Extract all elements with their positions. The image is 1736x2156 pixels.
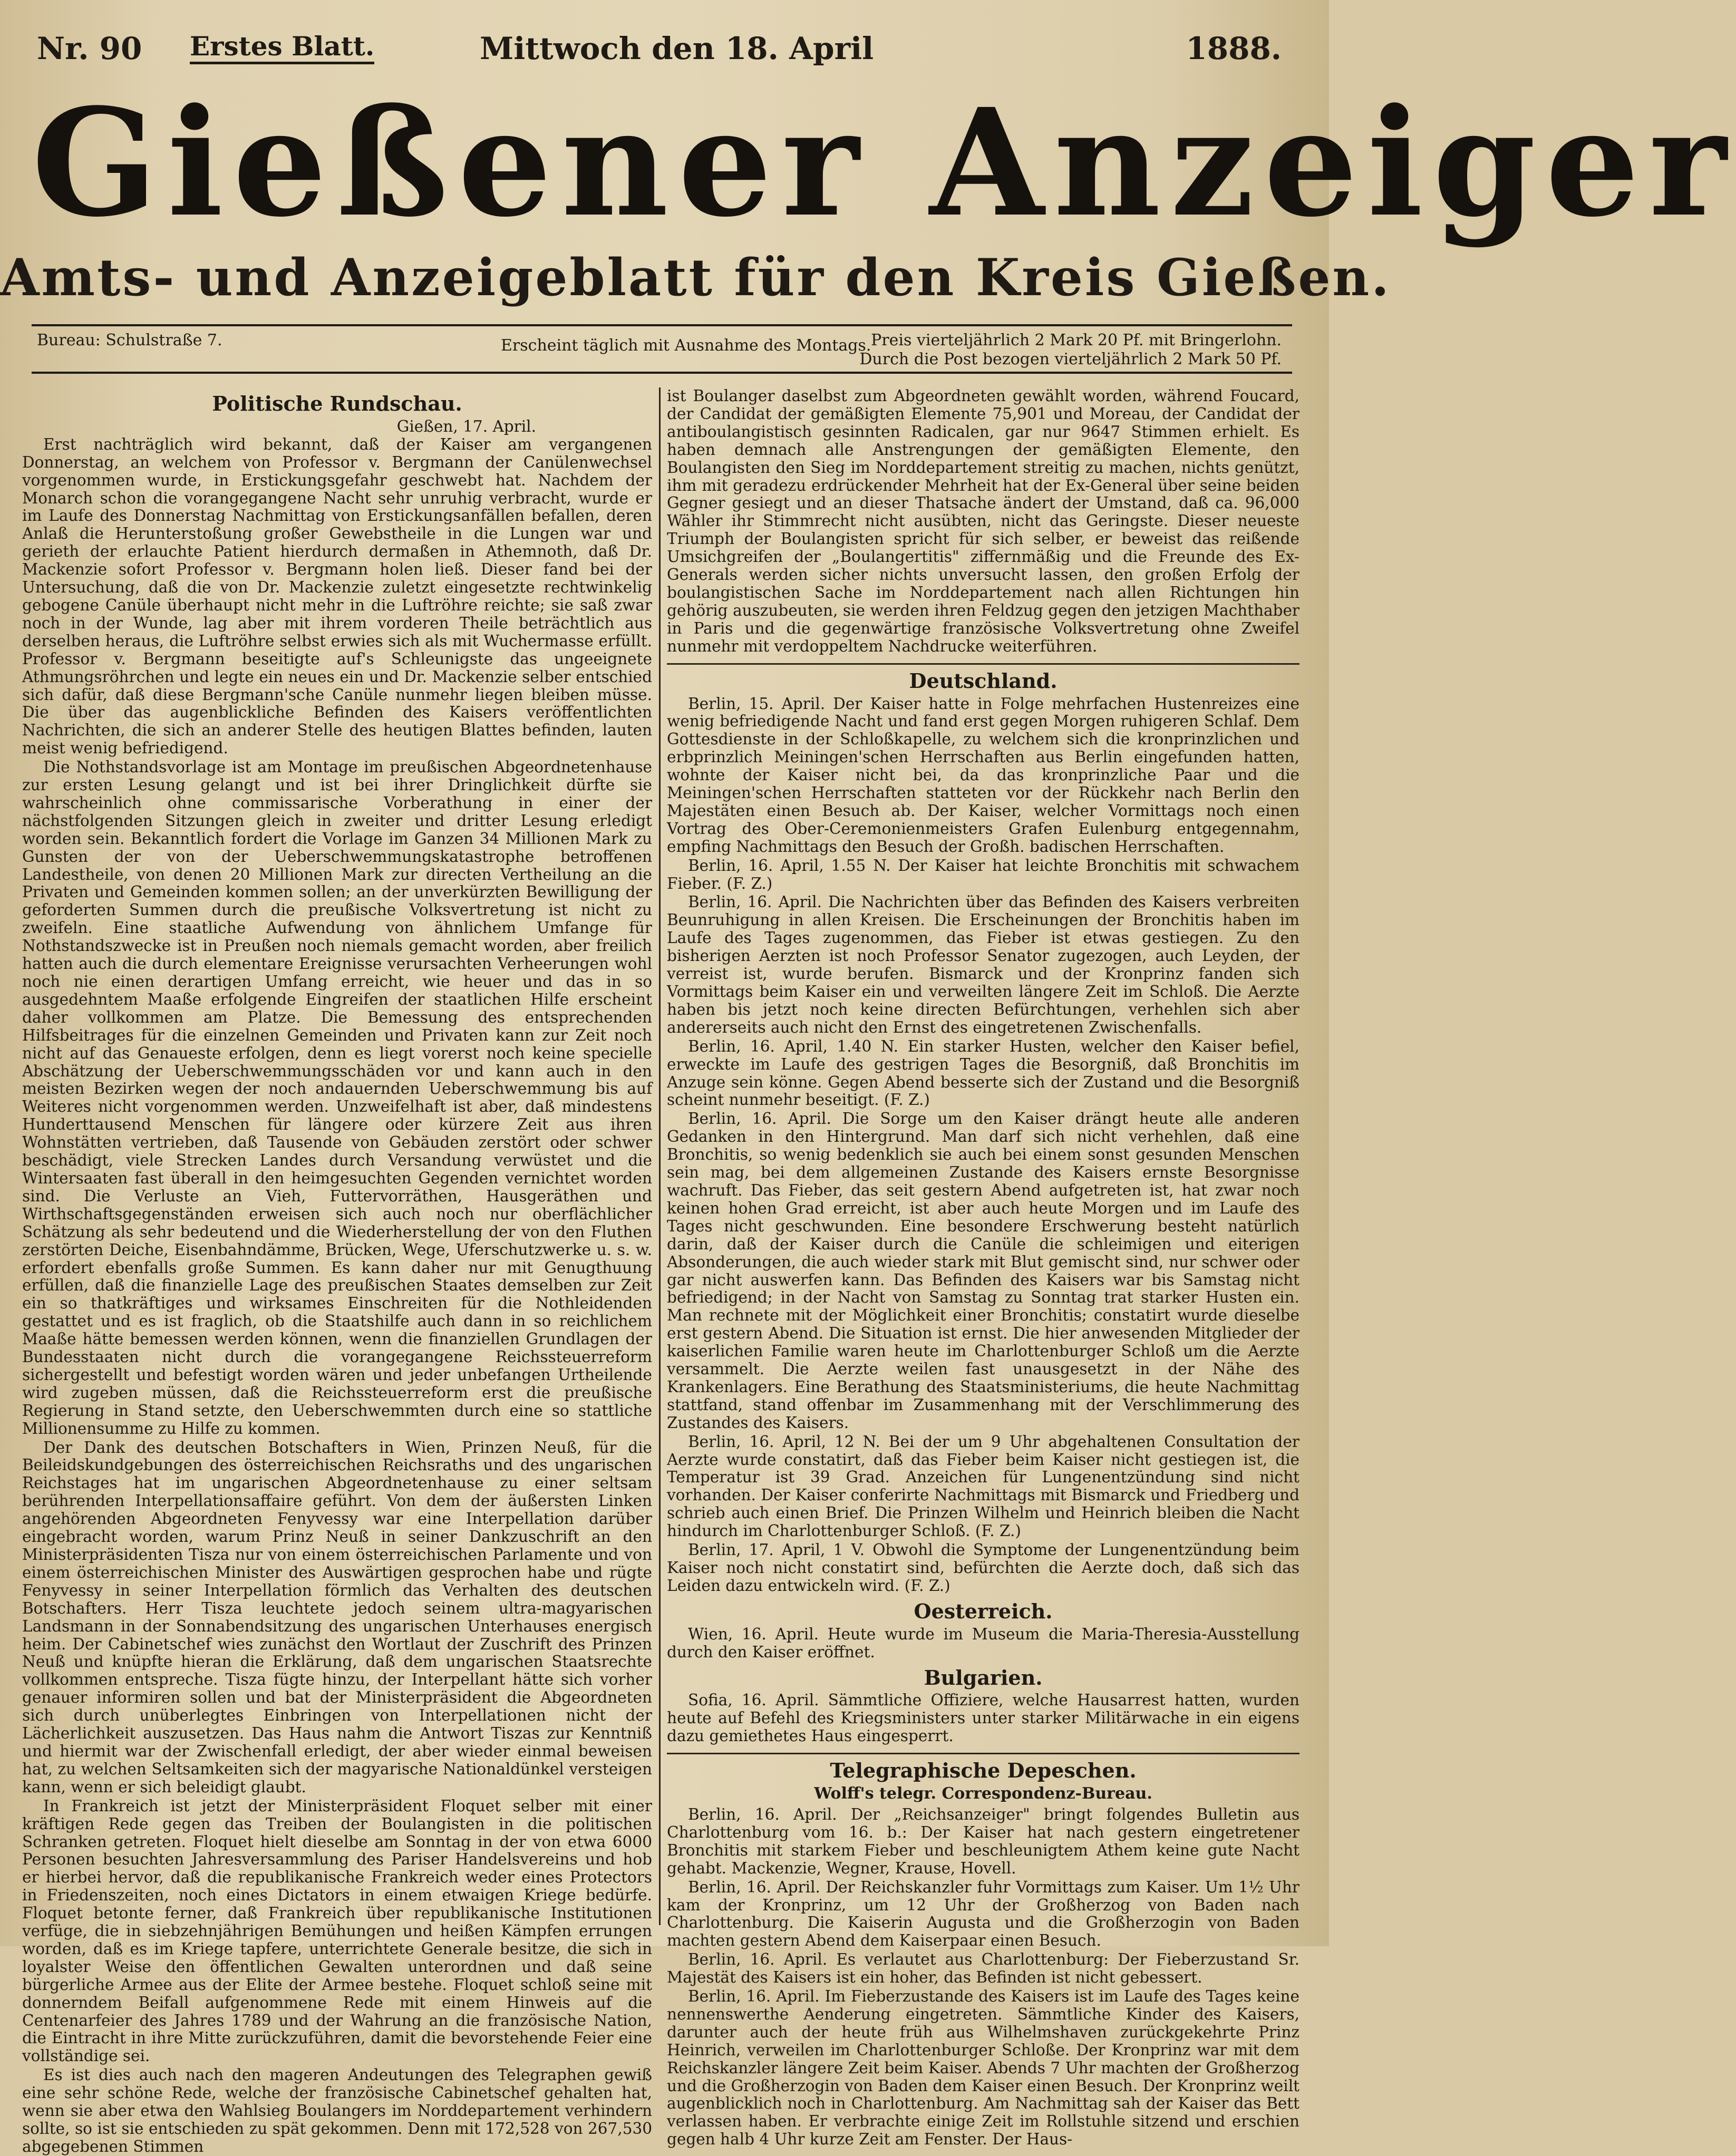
article-paragraph: In Frankreich ist jetzt der Ministerpräsident Floquet selber mit einer kräftigen Rede gegen das Treiben der Boulangisten in die politischen Schranken getreten. Floquet hielt dieselbe am Sonntag in der von etwa 6000 Personen besuchten Jahresversammlung des Pariser Handelsvereins und hob er hierbei hervor, daß die republikanische Frankreich weder eines Protectors in Friedenszeiten, noch eines Dictators in einem etwaigen Kriege bedürfe. Floquet betonte ferner, daß Frankreich über republikanische Institutionen verfüge, die in siebzehnjährigen Bemühungen und heißen Kämpfen errungen worden, daß es im Kriege tapfere, unterrichtete Generale besitze, die sich in loyalster Weise den öffentlichen Gewalten unterordnen und daß seine bürgerliche Armee aus der Elite der Armee bestehe. Floquet schloß seine mit donnerndem Beifall aufgenommene Rede mit einem Hinweis auf die Centenarfeier des Jahres 1789 und der Wahrung an die französische Nation, die Eintracht in ihre Mitte zurückzuführen, damit die bevorstehende Feier eine vollständige sei.	[22, 1796, 652, 2065]
right-column	[667, 387, 1299, 2149]
news-item: Berlin, 16. April, 1.55 N. Der Kaiser hat leichte Bronchitis mit schwachem Fieber. (F. Z.)	[667, 856, 1299, 892]
issue-number: Nr. 90	[37, 31, 142, 66]
section-separator	[667, 663, 1299, 665]
header-rule-bottom	[32, 372, 1292, 374]
news-item: Sofia, 16. April. Sämmtliche Offiziere, welche Hausarrest hatten, wurden heute auf Befehl des Kriegsministers unter starker Militärwache in ein eigens dazu gemiethetes Haus eingesperrt.	[667, 1691, 1299, 1745]
news-item: Berlin, 16. April. Die Nachrichten über das Befinden des Kaisers verbreiten Beunruhigung in allen Kreisen. Die Erscheinungen der Bronchitis haben im Laufe des Tages zugenommen, das Fieber ist etwas gestiegen. Zu den bisherigen Aerzten ist noch Professor Senator zugezogen, auch Leyden, der verreist ist, wurde berufen. Bismarck und der Kronprinz fanden sich Vormittags beim Kaiser ein und verweilten längere Zeit im Schloß. Die Aerzte haben bis jetzt noch keine directen Befürchtungen, verhehlen sich aber andererseits auch nicht den Ernst des eingetretenen Zwischenfalls.	[667, 893, 1299, 1036]
article-paragraph: Erst nachträglich wird bekannt, daß der Kaiser am vergangenen Donnerstag, an welchem von Professor v. Bergmann der Canülenwechsel vorgenommen wurde, in Erstickungsgefahr geschwebt hat. Nachdem der Monarch schon die vorangegangene Nacht sehr unruhig verbracht, wurde er im Laufe des Donnerstag Nachmittag von Erstickungsanfällen befallen, deren Anlaß die Herunterstoßung großer Gewebstheile in die Lungen war und gerieth der erlauchte Patient hierdurch dermaßen in Athemnoth, daß Dr. Mackenzie sofort Professor v. Bergmann holen ließ. Dieser fand bei der Untersuchung, daß die von Dr. Mackenzie zuletzt eingesetzte rechtwinkelig gebogene Canüle überhaupt nicht mehr in die Luftröhre reichte; sie saß zwar noch in der Wunde, lag aber mit ihrem vorderen Theile beträchtlich aus derselben heraus, die Luftröhre selbst erwies sich als mit Wuchermasse erfüllt. Professor v. Bergmann beseitigte auf's Schleunigste das ungeeignete Athmungsröhrchen und legte ein neues ein und Dr. Mackenzie selber entschied sich dafür, daß diese Bergmann'sche Canüle nunmehr liegen bleiben müsse. Die über das augenblickliche Befinden des Kaisers veröffentlichten Nachrichten, die sich an anderer Stelle des heutigen Blattes befinden, lauten meist wenig befriedigend.	[22, 435, 652, 757]
section-separator	[667, 1753, 1299, 1754]
price-line-1: Preis vierteljährlich 2 Mark 20 Pf. mit Bringerlohn.	[871, 331, 1282, 349]
news-item: Berlin, 15. April. Der Kaiser hatte in Folge mehrfachen Hustenreizes eine wenig befriedigende Nacht und fand erst gegen Morgen ruhigeren Schlaf. Dem Gottesdienste in der Schloßkapelle, zu welchem sich die kronprinzlichen und erbprinzlich Meiningen'schen Herrschaften aus Berlin eingefunden hatten, wohnte der Kaiser nicht bei, da das kronprinzliche Paar und die Meiningen'schen Herrschaften statteten vor der Rückkehr nach Berlin den Majestäten einen Besuch ab. Der Kaiser, welcher Vormittags noch einen Vortrag des Ober-Ceremonienmeisters Grafen Eulenburg entgegennahm, empfing Nachmittags den Besuch der Großh. badischen Herrschaften.	[667, 694, 1299, 856]
news-item: Berlin, 16. April. Der „Reichsanzeiger" bringt folgendes Bulletin aus Charlottenburg vom 16. b.: Der Kaiser hat nach gestern eingetretener Bronchitis mit starkem Fieber und beschleunigtem Athem keine gute Nacht gehabt. Mackenzie, Wegner, Krause, Hovell.	[667, 1805, 1299, 1877]
left-column	[22, 387, 652, 2155]
subscription-price	[859, 331, 1282, 369]
edition-label: Erstes Blatt.	[190, 31, 374, 64]
issue-line	[37, 31, 1282, 78]
column-divider	[659, 387, 661, 1925]
article-paragraph: Die Nothstandsvorlage ist am Montage im preußischen Abgeordnetenhause zur ersten Lesung gelangt und ist bei ihrer Dringlichkeit dürfte sie wahrscheinlich ohne commissarische Vorberathung in einer der nächstfolgenden Sitzungen gleich in zweiter und dritter Lesung erledigt worden sein. Bekanntlich fordert die Vorlage im Ganzen 34 Millionen Mark zu Gunsten der von der Ueberschwemmungskatastrophe betroffenen Landestheile, von denen 20 Millionen Mark zur directen Vertheilung an die Privaten und Gemeinden kommen sollen; an der unverkürzten Bewilligung der geforderten Summen durch die preußische Volksvertretung ist nicht zu zweifeln. Eine staatliche Aufwendung von ähnlichem Umfange für Nothstandszwecke ist in Preußen noch niemals gemacht worden, aber freilich hatten auch die durch elementare Ereignisse verursachten Verheerungen wohl noch nie einen derartigen Umfang erreicht, wie heuer und das in so ausgedehntem Maaße erfolgende Eingreifen der staatlichen Hilfe erscheint daher vollkommen am Platze. Die Bemessung des entsprechenden Hilfsbeitrages für die einzelnen Gemeinden und Privaten kann zur Zeit noch nicht auf das Genaueste erfolgen, denn es liegt vorerst noch keine specielle Abschätzung der Ueberschwemmungsschäden vor und kann auch in den meisten Bezirken wegen der noch andauernden Ueberschwemmung bis auf Weiteres nicht vorgenommen werden. Unzweifelhaft ist aber, daß mindestens Hunderttausend Menschen für längere oder kürzere Zeit aus ihren Wohnstätten vertrieben, daß Tausende von Gebäuden zerstört oder schwer beschädigt, viele Strecken Landes durch Versandung verwüstet und die Wintersaaten fast überall in den heimgesuchten Gegenden vernichtet worden sind. Die Verluste an Vieh, Futtervorräthen, Hausgeräthen und Wirthschaftsgegenständen erweisen sich auch noch nur oberflächlicher Schätzung als sehr bedeutend und die Wiederherstellung der von den Fluthen zerstörten Deiche, Eisenbahndämme, Brücken, Wege, Uferschutzwerke u. s. w. erfordert ebenfalls große Summen. Es kann daher nur mit Genugthuung erfüllen, daß die finanzielle Lage des preußischen Staates demselben zur Zeit ein so thatkräftiges und wirksames Einschreiten für die Nothleidenden gestattet und es ist fraglich, ob die Staatshilfe auch dann in so reichlichem Maaße hätte bemessen werden können, wenn die finanziellen Grundlagen der Bundesstaaten nicht durch die vorangegangene Reichssteuerreform sichergestellt und befestigt worden wären und jeder unbefangen Urtheilende wird zugeben müssen, daß die Reichssteuerreform erst die preußische Regierung in Stand setzte, den Ueberschwemmten durch eine so stattliche Millionensumme zu Hilfe zu kommen.	[22, 758, 652, 1438]
news-agency: Wolff's telegr. Correspondenz-Bureau.	[814, 1784, 1152, 1803]
info-line	[37, 331, 1282, 369]
news-item: Berlin, 16. April. Im Fieberzustande des Kaisers ist im Laufe des Tages keine nennenswerthe Aenderung eingetreten. Sämmtliche Kinder des Kaisers, darunter auch der heute früh aus Wilhelmshaven zurückgekehrte Prinz Heinrich, verweilen im Charlottenburger Schloße. Der Kronprinz war mit dem Reichskanzler längere Zeit beim Kaiser. Abends 7 Uhr machten der Großherzog und die Großherzogin von Baden dem Kaiser einen Besuch. Der Kronprinz weilt augenblicklich noch in Charlottenburg. Am Nachmittag sah der Kaiser das Bett verlassen haben. Er verbrachte einige Zeit im Rollstuhle sitzend und erschien gegen halb 4 Uhr kurze Zeit am Fenster. Der Haus-	[667, 1987, 1299, 2149]
news-item: Berlin, 16. April. Es verlautet aus Charlottenburg: Der Fieberzustand Sr. Majestät des Kaisers ist ein hoher, das Befinden ist nicht gebessert.	[667, 1950, 1299, 1987]
price-line-2: Durch die Post bezogen vierteljährlich 2 Mark 50 Pf.	[859, 350, 1282, 368]
publication-frequency: Erscheint täglich mit Ausnahme des Montags.	[501, 336, 871, 355]
news-item: Berlin, 16. April. Die Sorge um den Kaiser drängt heute alle anderen Gedanken in den Hintergrund. Man darf sich nicht verhehlen, daß eine Bronchitis, so wenig bedenklich sie auch bei einem sonst gesunden Menschen sein mag, bei dem allgemeinen Zustande des Kaisers ernste Besorgnisse wachruft. Das Fieber, das seit gestern Abend aufgetreten ist, hat zwar noch keinen hohen Grad erreicht, ist aber auch heute Morgen und im Laufe des Tages nicht geschwunden. Eine besondere Erschwerung besteht natürlich darin, daß der Kaiser durch die Canüle die schleimigen und eiterigen Absonderungen, die auch wieder stark mit Blut gemischt sind, nur schwer oder gar nicht auswerfen kann. Das Befinden des Kaisers war bis Samstag nicht befriedigend; in der Nacht von Samstag zu Sonntag trat starker Husten ein. Man rechnete mit der Möglichkeit einer Bronchitis; constatirt wurde dieselbe erst gestern Abend. Die Situation ist ernst. Die hier anwesenden Mitglieder der kaiserlichen Familie waren heute im Charlottenburger Schloß um die Aerzte versammelt. Die Aerzte weilen fast unausgesetzt in der Nähe des Krankenlagers. Eine Berathung des Staatsministeriums, die heute Nachmittag stattfand, stand offenbar im Zusammenhang mit der Verschlimmerung des Zustandes des Kaisers.	[667, 1110, 1299, 1432]
section-heading-telegraph: Telegraphische Depeschen.	[830, 1759, 1137, 1783]
section-heading-politics: Politische Rundschau.	[212, 392, 462, 415]
section-heading-germany: Deutschland.	[909, 668, 1058, 693]
news-item: Berlin, 16. April. Der Reichskanzler fuhr Vormittags zum Kaiser. Um 1½ Uhr kam der Kronprinz, um 12 Uhr der Großherzog von Baden nach Charlottenburg. Die Kaiserin Augusta und die Großherzogin von Baden machten gestern Abend dem Kaiserpaar einen Besuch.	[667, 1878, 1299, 1950]
news-item: Wien, 16. April. Heute wurde im Museum die Maria-Theresia-Ausstellung durch den Kaiser eröffnet.	[667, 1625, 1299, 1661]
section-heading-austria: Oesterreich.	[914, 1599, 1053, 1623]
newspaper-subtitle: Amts- und Anzeigeblatt für den Kreis Gießen.	[0, 248, 1391, 307]
bureau-address: Bureau: Schulstraße 7.	[37, 331, 222, 349]
news-item: Berlin, 16. April, 1.40 N. Ein starker Husten, welcher den Kaiser befiel, erweckte im Laufe des gestrigen Tages die Besorgniß, daß Bronchitis im Anzuge sein könne. Gegen Abend besserte sich der Zustand und die Besorgniß scheint nunmehr beseitigt. (F. Z.)	[667, 1037, 1299, 1109]
news-item: Berlin, 17. April, 1 V. Obwohl die Symptome der Lungenentzündung beim Kaiser noch nicht constatirt sind, befürchten die Aerzte doch, daß sich das Leiden dazu entwickeln wird. (F. Z.)	[667, 1541, 1299, 1595]
article-paragraph: Der Dank des deutschen Botschafters in Wien, Prinzen Neuß, für die Beileidskundgebungen des österreichischen Reichsraths und des ungarischen Reichstages hat im ungarischen Abgeordnetenhause zu einer seltsam berührenden Interpellationsaffaire geführt. Von dem der äußersten Linken angehörenden Abgeordneten Fenyvessy war eine Interpellation darüber eingebracht worden, warum Prinz Neuß in seiner Dankzuschrift an den Ministerpräsidenten Tisza nur von einem österreichischen Parlamente und von einem österreichischen Minister des Auswärtigen gesprochen habe und rügte Fenyvessy in seiner Interpellation förmlich das Verhalten des deutschen Botschafters. Herr Tisza leuchtete jedoch seinem ultra-magyarischen Landsmann in der Sonnabendsitzung des ungarischen Unterhauses energisch heim. Der Cabinetschef wies zunächst den Wortlaut der Zuschrift des Prinzen Neuß und knüpfte hieran die Erklärung, daß dem ungarischen Staatsrechte vollkommen entspreche. Tisza fügte hinzu, der Interpellant hätte sich vorher genauer informiren sollen und bat der Ministerpräsident die Abgeordneten sich durch unüberlegtes Einbringen von Interpellationen nicht der Lächerlichkeit auszusetzen. Das Haus nahm die Antwort Tiszas zur Kenntniß und hiermit war der Zwischenfall erledigt, der aber wieder einmal beweisen hat, zu welchen Seltsamkeiten sich der magyarische Nationaldünkel versteigen kann, wenn er sich beleidigt glaubt.	[22, 1438, 652, 1796]
newspaper-title: Gießener Anzeiger	[32, 76, 1736, 250]
article-paragraph: Es ist dies auch nach den mageren Andeutungen des Telegraphen gewiß eine sehr schöne Rede, welche der französische Cabinetschef gehalten hat, wenn sie aber etwa den Wahlsieg Boulangers im Norddepartement verhindern sollte, so ist sie entschieden zu spät gekommen. Denn mit 172,528 von 267,530 abgegebenen Stimmen	[22, 2066, 652, 2155]
news-item: Berlin, 16. April, 12 N. Bei der um 9 Uhr abgehaltenen Consultation der Aerzte wurde constatirt, daß das Fieber beim Kaiser nicht gestiegen ist, die Temperatur ist 39 Grad. Anzeichen für Lungenentzündung sind nicht vorhanden. Der Kaiser conferirte Nachmittags mit Bismarck und Friedberg und schrieb auch einen Brief. Die Prinzen Wilhelm und Heinrich bleiben die Nacht hindurch im Charlottenburger Schloß. (F. Z.)	[667, 1432, 1299, 1540]
section-heading-bulgaria: Bulgarien.	[924, 1665, 1043, 1689]
issue-year: 1888.	[1186, 31, 1282, 66]
article-continuation: ist Boulanger daselbst zum Abgeordneten gewählt worden, während Foucard, der Candidat der gemäßigten Elemente 75,901 und Moreau, der Candidat der antiboulangistisch gesinnten Radicalen, gar nur 9647 Stimmen erhielt. Es haben demnach alle Anstrengungen der gemäßigten Elemente, den Boulangisten den Sieg im Norddepartement streitig zu machen, nichts genützt, ihm mit geradezu erdrückender Mehrheit hat der Ex-General über seine beiden Gegner gesiegt und an dieser Thatsache ändert der Umstand, daß ca. 96,000 Wähler ihr Stimmrecht nicht ausübten, nicht das Geringste. Dieser neueste Triumph der Boulangisten spricht für sich selber, er beweist das reißende Umsichgreifen der „Boulangertitis" ziffernmäßig und die Freunde des Ex-Generals werden sicher nichts unversucht lassen, den großen Erfolg der boulangistischen Sache im Norddepartement nach allen Richtungen hin gehörig auszubeuten, sie werden ihren Feldzug gegen den jetzigen Machthaber in Paris und die gegenwärtige französische Volksvertretung ohne Zweifel nunmehr mit verdoppeltem Nachdrucke weiterführen.	[667, 387, 1299, 655]
dateline: Gießen, 17. April.	[396, 417, 536, 435]
header-rule-top	[32, 324, 1292, 326]
issue-date: Mittwoch den 18. April	[480, 31, 874, 66]
